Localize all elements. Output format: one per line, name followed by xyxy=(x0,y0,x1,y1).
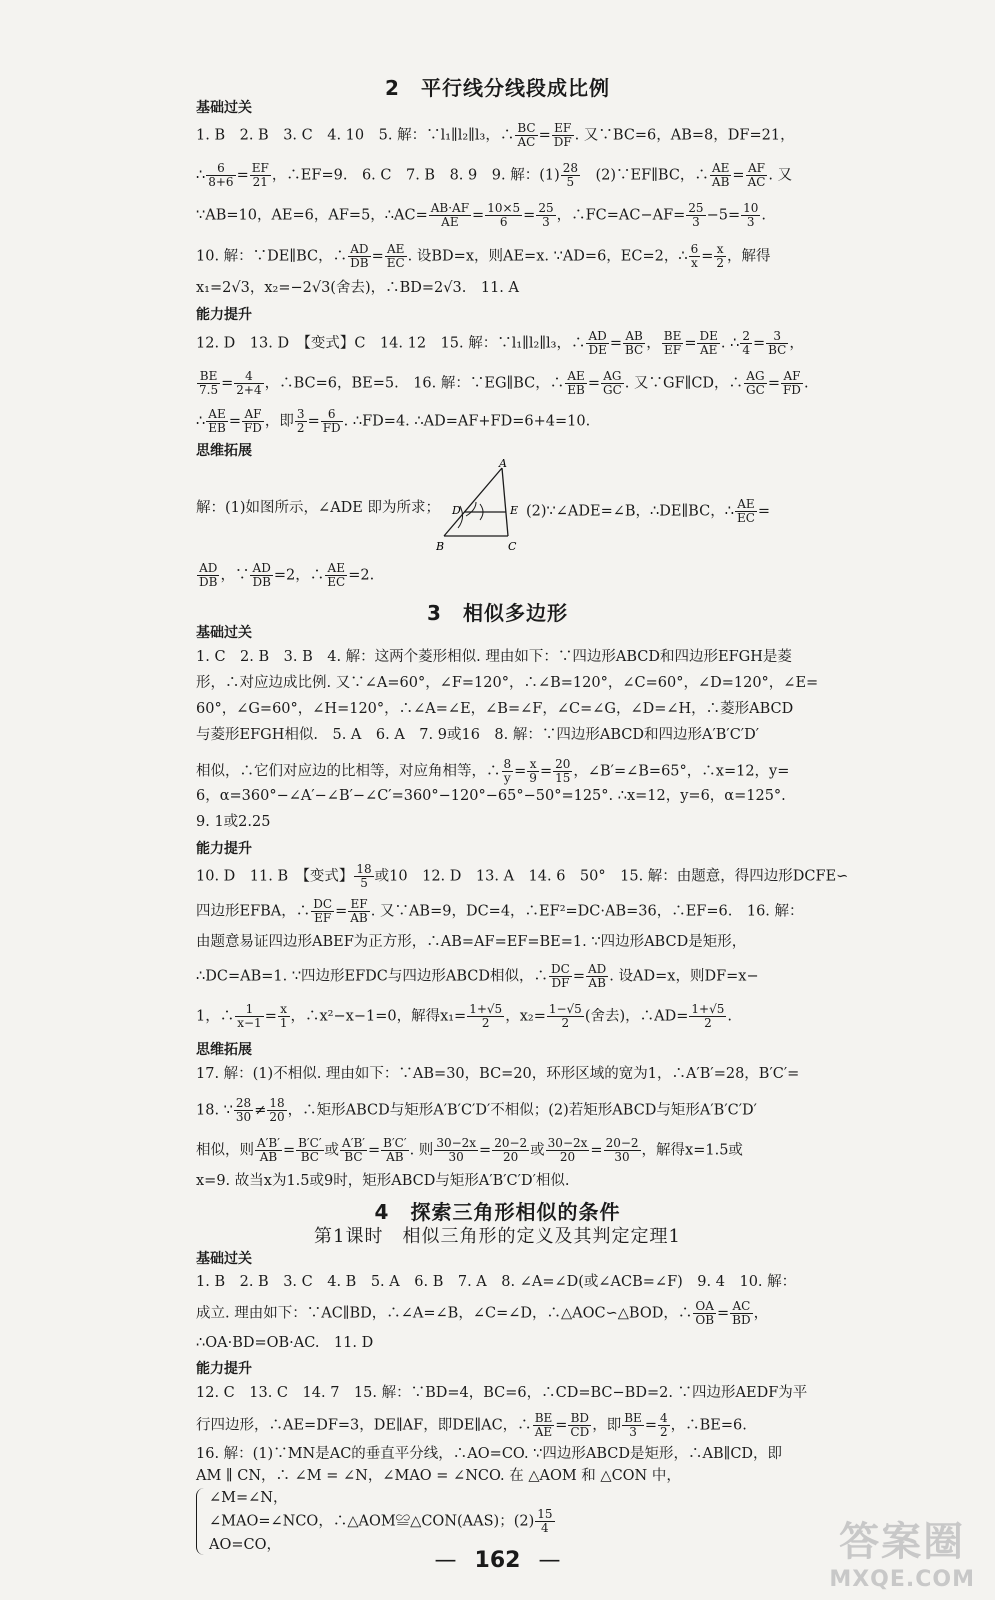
system-line: ∠MAO=∠NCO，∴△AOM≌△CON(AAS)；(2) $\frac{15}{4}$ xyxy=(209,1507,553,1535)
fraction: $\frac{30-2x}{30}$ xyxy=(436,1136,477,1164)
fraction: $\frac{EF}{21}$ xyxy=(251,161,269,189)
fraction: $\frac{AE}{EC}$ xyxy=(736,497,755,525)
system-line: AO=CO， xyxy=(209,1537,281,1553)
answer-line: 成立. 理由如下：∵AC∥BD，∴∠A=∠B，∠C=∠D，∴△AOC∽△BOD，∴ $\frac{OA}{OB}$ = $\frac{AC}{BD}$ ， xyxy=(196,1299,769,1327)
answer-line: AM ∥ CN，∴ ∠M = ∠N，∠MAO = ∠NCO. 在 △AOM 和 △CON 中， xyxy=(196,1468,681,1484)
fraction: $\frac{BE}{3}$ xyxy=(624,1411,642,1439)
answer-line: 1，∴ $\frac{1}{x-1}$ = $\frac{x}{1}$ ，∴x²−x−1=0，解得x₁= $\frac{1+√5}{2}$ ，x₂= $\frac{1-√5}{2}$ (舍去)，∴AD= $\frac{1+√5}{2}$ . xyxy=(196,1002,732,1030)
fraction: $\frac{20-2}{20}$ xyxy=(494,1136,528,1164)
fraction: $\frac{6}{8+6}$ xyxy=(208,161,234,189)
answer-line: 相似，∴它们对应边的比相等，对应角相等，∴ $\frac{8}{y}$ = $\frac{x}{9}$ = $\frac{20}{15}$ ，∠B′=∠B=65°，∴x=12，y= xyxy=(196,757,790,785)
answer-line: 形，∴对应边成比例. 又∵∠A=60°，∠F=120°，∴∠B=120°，∠C=60°，∠D=120°，∠E= xyxy=(196,675,819,691)
answer-line: 解：(1)如图所示，∠ADE 即为所求； xyxy=(196,500,440,516)
answer-line: 行四边形，∴AE=DF=3，DE∥AF，即DE∥AC，∴ $\frac{BE}{AE}$ = $\frac{BD}{CD}$ ，即 $\frac{BE}{3}$ = $\frac{4}{2}$ ，∴BE=6. xyxy=(196,1411,747,1439)
fraction: $\frac{1+√5}{2}$ xyxy=(691,1002,725,1030)
watermark-url: MXQE.COM xyxy=(829,1567,975,1592)
answer-line: 17. 解：(1)不相似. 理由如下：∵AB=30，BC=20，环形区域的宽为1，∴A′B′=28，B′C′= xyxy=(196,1066,800,1082)
vertex-label-b: B xyxy=(436,540,445,553)
fraction: $\frac{AD}{DB}$ xyxy=(350,242,369,270)
answer-line: 1. B 2. B 3. C 4. B 5. A 6. B 7. A 8. ∠A=∠D(或∠ACB=∠F) 9. 4 10. 解： xyxy=(196,1274,797,1290)
fraction: $\frac{10}{3}$ xyxy=(743,201,759,229)
fraction: $\frac{AD}{DB}$ xyxy=(199,561,218,589)
fraction: $\frac{AE}{EB}$ xyxy=(567,369,585,397)
fraction: $\frac{AE}{EC}$ xyxy=(327,561,346,589)
vertex-label-c: C xyxy=(508,540,517,553)
fraction: $\frac{A'B'}{AB}$ xyxy=(257,1136,280,1164)
answer-line: 1. C 2. B 3. B 4. 解：这两个菱形相似. 理由如下：∵四边形ABCD和四边形EFGH是菱 xyxy=(196,649,792,665)
fraction: $\frac{BE}{EF}$ xyxy=(663,329,682,357)
watermark-logo xyxy=(829,1510,975,1592)
fraction: $\frac{B'C'}{AB}$ xyxy=(383,1136,407,1164)
fraction: $\frac{DC}{EF}$ xyxy=(313,897,333,925)
fraction: $\frac{6}{FD}$ xyxy=(322,407,341,435)
fraction: $\frac{4}{2+4}$ xyxy=(236,369,262,397)
fraction: $\frac{4}{2}$ xyxy=(659,1411,668,1439)
subsection-heading: 基础过关 xyxy=(196,625,252,641)
section-title: 2 平行线分线段成比例 xyxy=(385,76,610,100)
fraction: $\frac{8}{y}$ xyxy=(503,757,512,785)
answer-line: 9. 1或2.25 xyxy=(196,814,271,830)
subsection-heading: 能力提升 xyxy=(196,307,252,323)
fraction: $\frac{x}{2}$ xyxy=(716,242,725,270)
answer-line: x₁=2√3，x₂=−2√3(舍去)，∴BD=2√3. 11. A xyxy=(196,280,519,296)
answer-line: (2)∵∠ADE=∠B，∴DE∥BC，∴ $\frac{AE}{EC}$ = xyxy=(526,497,771,525)
fraction: $\frac{AB}{BC}$ xyxy=(625,329,644,357)
fraction: $\frac{DC}{DF}$ xyxy=(551,962,570,990)
system-line: ∠M=∠N， xyxy=(209,1490,288,1506)
answer-line: 6，α=360°−∠A′−∠B′−∠C′=360°−120°−65°−50°=125°. ∴x=12，y=6，α=125°. xyxy=(196,788,786,804)
fraction: $\frac{3}{BC}$ xyxy=(768,329,787,357)
fraction: $\frac{30-2x}{20}$ xyxy=(547,1136,588,1164)
answer-line: ∴OA·BD=OB·AC. 11. D xyxy=(196,1335,374,1351)
page-number: — 162 — xyxy=(434,1548,561,1573)
fraction: $\frac{28}{30}$ xyxy=(235,1096,252,1124)
fraction: $\frac{AC}{BD}$ xyxy=(732,1299,751,1327)
fraction: $\frac{10\times 5}{6}$ xyxy=(487,201,521,229)
fraction: $\frac{AD}{AB}$ xyxy=(588,962,607,990)
triangle-figure xyxy=(436,458,526,556)
fraction: $\frac{AD}{DB}$ xyxy=(252,561,271,589)
answer-line: 16. 解：(1)∵MN是AC的垂直平分线，∴AO=CO. ∵四边形ABCD是矩形，∴AB∥CD，即 xyxy=(196,1446,783,1462)
answer-line: 12. C 13. C 14. 7 15. 解：∵BD=4，BC=6，∴CD=BC−BD=2. ∵四边形AEDF为平 xyxy=(196,1385,808,1401)
fraction: $\frac{BD}{CD}$ xyxy=(570,1411,590,1439)
fraction: $\frac{AG}{GC}$ xyxy=(746,369,765,397)
fraction: $\frac{25}{3}$ xyxy=(688,201,704,229)
equation-system xyxy=(196,1488,556,1555)
answer-line: 18. ∵ $\frac{28}{30}$ ≠ $\frac{18}{20}$ ，∴矩形ABCD与矩形A′B′C′D′不相似；(2)若矩形ABCD与矩形A′B′C′D′ xyxy=(196,1096,757,1124)
answer-line: 相似，则 $\frac{A'B'}{AB}$ = $\frac{B'C'}{BC}$ 或 $\frac{A'B'}{BC}$ = $\frac{B'C'}{AB}$ . 则 $\frac{30-2x}{30}$ = $\frac{20-2}{20}$ 或 $\frac{30-2x}{20}$ = $\frac{20-2}{30}$ ，解得x=1.5或 xyxy=(196,1136,743,1164)
fraction: $\frac{BE}{AE}$ xyxy=(534,1411,553,1439)
fraction: $\frac{OA}{OB}$ xyxy=(695,1299,715,1327)
answer-line: x=9. 故当x为1.5或9时，矩形ABCD与矩形A′B′C′D′相似. xyxy=(196,1173,570,1189)
fraction: $\frac{18}{5}$ xyxy=(356,862,372,890)
fraction: $\frac{20-2}{30}$ xyxy=(605,1136,639,1164)
fraction: $\frac{1}{x-1}$ xyxy=(237,1002,262,1030)
vertex-label-d: D xyxy=(452,504,461,517)
answer-line: ∴DC=AB=1. ∵四边形EFDC与四边形ABCD相似，∴ $\frac{DC}{DF}$ = $\frac{AD}{AB}$ . 设AD=x，则DF=x− xyxy=(196,962,759,990)
fraction: $\frac{AE}{EC}$ xyxy=(386,242,405,270)
subsection-heading: 能力提升 xyxy=(196,1361,252,1377)
answer-line: ∴ $\frac{6}{8+6}$ = $\frac{EF}{21}$ ，∴EF=9. 6. C 7. B 8. 9 9. 解：(1) $\frac{28}{5}$ (2)∵EF∥BC，∴ $\frac{AE}{AB}$ = $\frac{AF}{AC}$ . 又 xyxy=(196,161,793,189)
subsection-heading: 基础过关 xyxy=(196,100,252,116)
fraction: $\frac{AF}{FD}$ xyxy=(243,407,262,435)
fraction: $\frac{1+√5}{2}$ xyxy=(469,1002,503,1030)
section-title: 3 相似多边形 xyxy=(427,601,568,625)
answer-line: 与菱形EFGH相似. 5. A 6. A 7. 9或16 8. 解：∵四边形ABCD和四边形A′B′C′D′ xyxy=(196,727,760,743)
subsection-heading: 能力提升 xyxy=(196,841,252,857)
answer-line: 由题意易证四边形ABEF为正方形，∴AB=AF=EF=BE=1. ∵四边形ABCD是矩形， xyxy=(196,934,747,950)
fraction: $\frac{x}{9}$ xyxy=(529,757,537,785)
fraction: $\frac{AE}{EB}$ xyxy=(208,407,226,435)
fraction: $\frac{AE}{AB}$ xyxy=(711,161,730,189)
answer-line: $\frac{BE}{7.5}$ = $\frac{4}{2+4}$ ，∴BC=6，BE=5. 16. 解：∵EG∥BC，∴ $\frac{AE}{EB}$ = $\frac{AG}{GC}$ . 又∵GF∥CD，∴ $\frac{AG}{GC}$ = $\frac{AF}{FD}$ . xyxy=(199,369,809,397)
fraction: $\frac{6}{x}$ xyxy=(690,242,699,270)
fraction: $\frac{AD}{DE}$ xyxy=(588,329,607,357)
vertex-label-a: A xyxy=(499,458,507,470)
fraction: $\frac{28}{5}$ xyxy=(562,161,579,189)
answer-line: $\frac{AD}{DB}$ ，∵ $\frac{AD}{DB}$ =2，∴ $\frac{AE}{EC}$ =2. xyxy=(199,561,375,589)
answer-line: 12. D 13. D 【变式】C 14. 12 15. 解：∵l₁∥l₂∥l₃，∴ $\frac{AD}{DE}$ = $\frac{AB}{BC}$ ， $\frac{BE}{EF}$ = $\frac{DE}{AE}$ . ∴ $\frac{2}{4}$ = $\frac{3}{BC}$ ， xyxy=(196,329,804,357)
fraction: $\frac{AB\cdot AF}{AE}$ xyxy=(430,201,470,229)
fraction: $\frac{B'C'}{BC}$ xyxy=(298,1136,322,1164)
watermark-text: 答案圈 xyxy=(839,1519,966,1565)
subsection-heading: 思维拓展 xyxy=(196,1042,252,1058)
fraction: $\frac{A'B'}{BC}$ xyxy=(342,1136,365,1164)
answer-line: ∴ $\frac{AE}{EB}$ = $\frac{AF}{FD}$ ，即 $\frac{3}{2}$ = $\frac{6}{FD}$ . ∴FD=4. ∴AD=AF+FD=6+4=10. xyxy=(196,407,591,435)
subsection-heading: 基础过关 xyxy=(196,1251,252,1267)
fraction: $\frac{18}{20}$ xyxy=(269,1096,285,1124)
fraction: $\frac{BE}{7.5}$ xyxy=(199,369,219,397)
subsection-heading: 思维拓展 xyxy=(196,443,252,459)
fraction: $\frac{AF}{FD}$ xyxy=(782,369,801,397)
fraction: $\frac{AG}{GC}$ xyxy=(602,369,622,397)
fraction: $\frac{EF}{DF}$ xyxy=(553,121,572,149)
fraction: $\frac{BC}{AC}$ xyxy=(517,121,536,149)
fraction: $\frac{20}{15}$ xyxy=(555,757,571,785)
section-title: 4 探索三角形相似的条件 xyxy=(374,1200,621,1224)
answer-line: 1. B 2. B 3. C 4. 10 5. 解：∵l₁∥l₂∥l₃，∴ $\frac{BC}{AC}$ = $\frac{EF}{DF}$ . 又∵BC=6，AB=8，DF=21， xyxy=(196,121,795,149)
fraction: $\frac{15}{4}$ xyxy=(537,1507,553,1535)
answer-line: 四边形EFBA，∴ $\frac{DC}{EF}$ = $\frac{EF}{AB}$ . 又∵AB=9，DC=4，∴EF²=DC·AB=36，∴EF=6. 16. 解： xyxy=(196,897,804,925)
fraction: $\frac{3}{2}$ xyxy=(296,407,305,435)
fraction: $\frac{2}{4}$ xyxy=(742,329,750,357)
fraction: $\frac{25}{3}$ xyxy=(538,201,554,229)
answer-line: 60°，∠G=60°，∠H=120°，∴∠A=∠E，∠B=∠F，∠C=∠G，∠D=∠H，∴菱形ABCD xyxy=(196,701,794,717)
fraction: $\frac{1-√5}{2}$ xyxy=(548,1002,582,1030)
lesson-subtitle: 第1课时 相似三角形的定义及其判定定理1 xyxy=(314,1226,681,1247)
fraction: $\frac{EF}{AB}$ xyxy=(350,897,368,925)
vertex-label-e: E xyxy=(510,504,519,517)
answer-line: 10. 解：∵DE∥BC，∴ $\frac{AD}{DB}$ = $\frac{AE}{EC}$ . 设BD=x，则AE=x. ∵AD=6，EC=2，∴ $\frac{6}{x}$ = $\frac{x}{2}$ ，解得 xyxy=(196,242,771,270)
fraction: $\frac{x}{1}$ xyxy=(279,1002,288,1030)
fraction: $\frac{AF}{AC}$ xyxy=(747,161,766,189)
fraction: $\frac{DE}{AE}$ xyxy=(699,329,718,357)
answer-line: ∵AB=10，AE=6，AF=5，∴AC= $\frac{AB\cdot AF}{AE}$ = $\frac{10\times 5}{6}$ = $\frac{25}{3}$ ，∴FC=AC−AF= $\frac{25}{3}$ −5= $\frac{10}{3}$ . xyxy=(196,201,766,229)
answer-line: 10. D 11. B 【变式】 $\frac{18}{5}$ 或10 12. D 13. A 14. 6 50° 15. 解：由题意，得四边形DCFE∽ xyxy=(196,862,849,890)
